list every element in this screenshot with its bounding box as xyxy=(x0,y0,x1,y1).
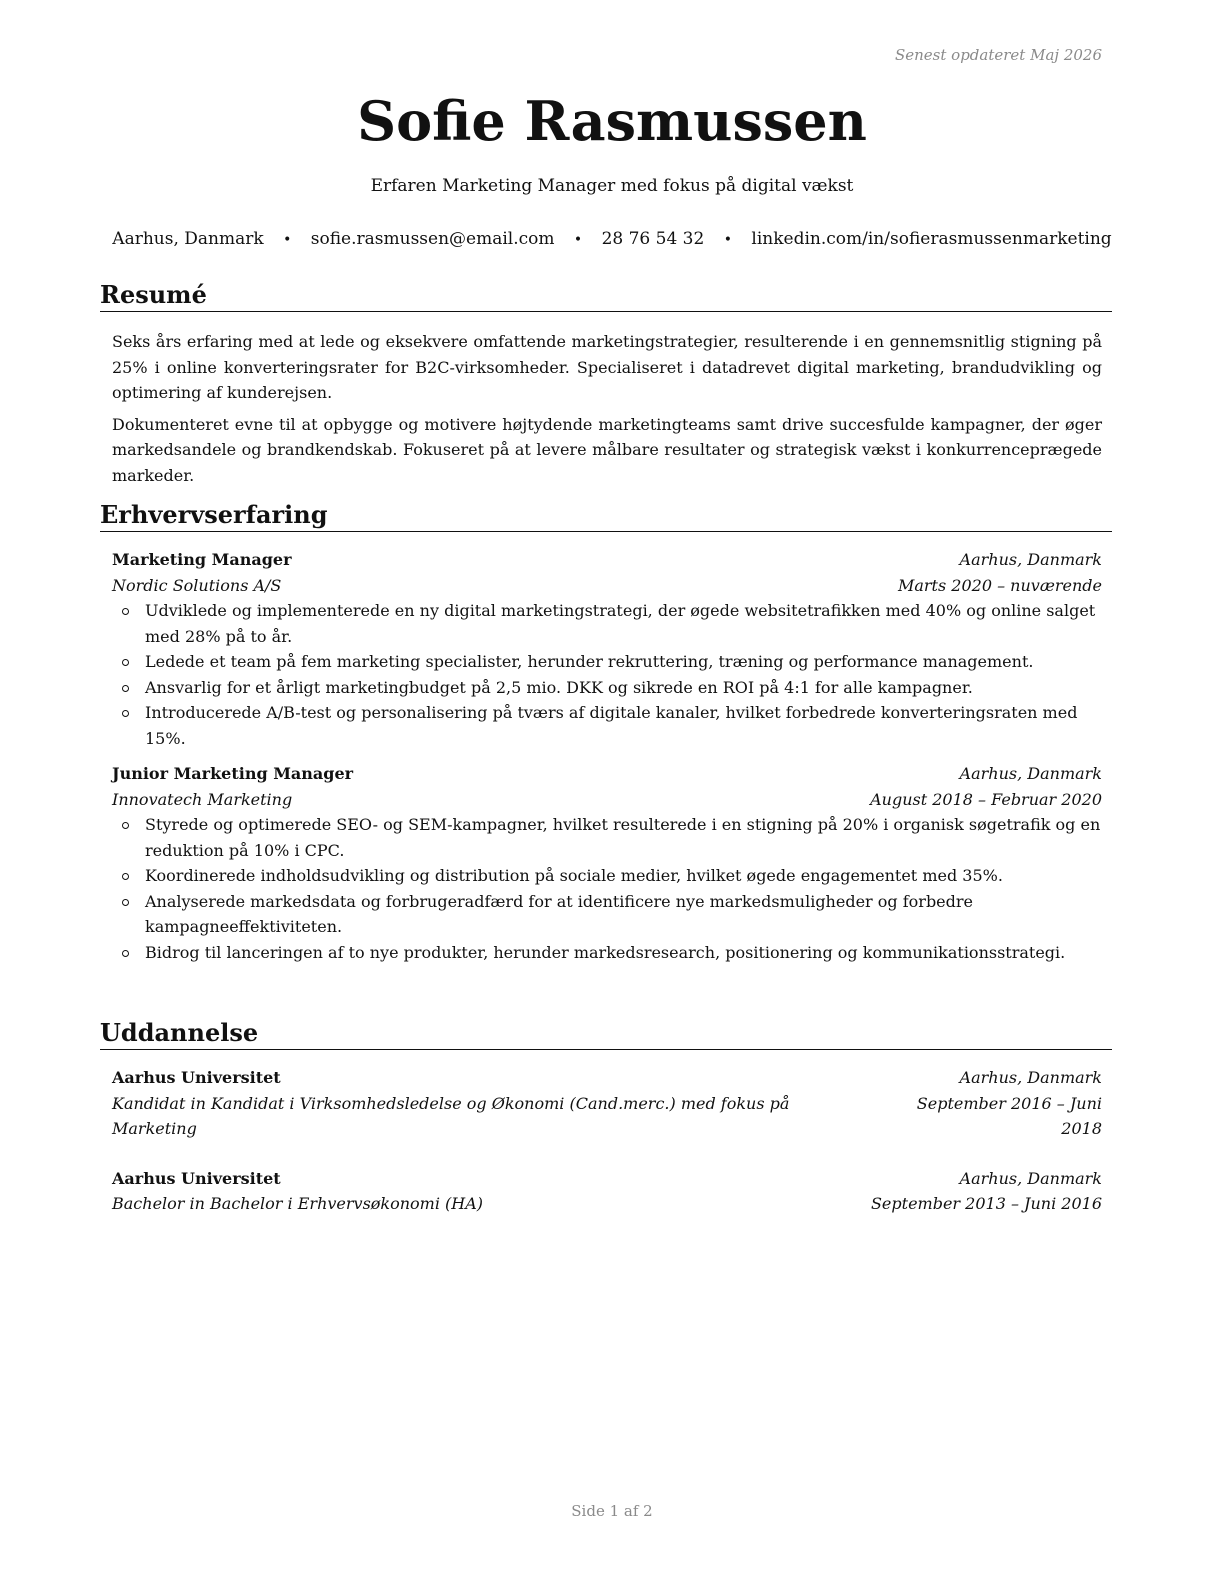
section-education xyxy=(100,1018,1112,1217)
bullet-separator: • xyxy=(283,232,292,248)
section-title: Resumé xyxy=(100,280,1112,312)
job-location: Aarhus, Danmark xyxy=(959,550,1102,569)
contact-linkedin[interactable]: linkedin.com/in/sofierasmussenmarketing xyxy=(751,229,1112,249)
job-company: Innovatech Marketing xyxy=(112,789,293,809)
contact-email[interactable]: sofie.rasmussen@email.com xyxy=(310,229,555,249)
section-title: Erhvervserfaring xyxy=(100,500,1112,532)
education-dates: September 2016 – Juni 2018 xyxy=(916,1093,1102,1138)
school-name: Aarhus Universitet xyxy=(112,1168,281,1188)
bullet-separator: • xyxy=(723,232,732,248)
circle-bullet-icon xyxy=(122,659,129,666)
bullet-text: Styrede og optimerede SEO- og SEM-kampagner, hvilket resulterede i en stigning på 20% i organisk søgetrafik og en reduktion på 10% i CPC. xyxy=(145,815,1101,860)
resume-paragraph: Dokumenteret evne til at opbygge og motivere højtydende marketingteams samt drive succesfulde kampagner, der øger markedsandele og brandkendskab. Fokuseret på at levere målbare resultater og strategisk vækst i konkurrenceprægede markeder. xyxy=(112,414,1102,485)
bullet-separator: • xyxy=(573,232,583,248)
bullet-text: Udviklede og implementerede en ny digital marketingstrategi, der øgede websitetrafikken med 40% og online salget med 28% på to år. xyxy=(145,601,1096,646)
bullet-text: Introducerede A/B-test og personalisering på tværs af digitale kanaler, hvilket forbedrede konverteringsraten med 15%. xyxy=(145,703,1078,748)
list-item xyxy=(145,675,1102,701)
circle-bullet-icon xyxy=(122,710,129,717)
circle-bullet-icon xyxy=(122,685,129,692)
section-resume xyxy=(100,280,1112,494)
circle-bullet-icon xyxy=(122,899,129,906)
job-dates: August 2018 – Februar 2020 xyxy=(870,789,1102,809)
contact-location: Aarhus, Danmark xyxy=(112,229,264,249)
job-dates: Marts 2020 – nuværende xyxy=(897,575,1102,595)
list-item xyxy=(145,812,1102,863)
bullet-text: Bidrog til lanceringen af to nye produkter, herunder markedsresearch, positionering og kommunikationsstrategi. xyxy=(145,942,1066,962)
list-item xyxy=(145,940,1102,966)
list-item xyxy=(145,598,1102,649)
education-entry xyxy=(112,1050,1102,1142)
contact-phone: 28 76 54 32 xyxy=(601,229,705,249)
circle-bullet-icon xyxy=(122,873,129,880)
job-bullets xyxy=(112,812,1102,965)
circle-bullet-icon xyxy=(122,950,129,957)
section-title: Uddannelse xyxy=(100,1018,1112,1050)
job-role: Junior Marketing Manager xyxy=(112,764,354,783)
resume-paragraph: Seks års erfaring med at lede og eksekvere omfattende marketingstrategier, resulterende i en gennemsnitlig stigning på 25% i online konverteringsrater for B2C-virksomheder. Specialiseret i datadrevet digital marketing, brandudvikling og optimering af kunderejsen. xyxy=(112,332,1102,402)
job-entry xyxy=(112,751,1102,965)
job-role: Marketing Manager xyxy=(112,550,292,569)
circle-bullet-icon xyxy=(122,822,129,829)
contact-line xyxy=(0,229,1224,249)
candidate-name: Sofie Rasmussen xyxy=(357,89,867,153)
bullet-text: Koordinerede indholdsudvikling og distribution på sociale medier, hvilket øgede engagementet med 35%. xyxy=(145,866,1003,885)
education-dates: September 2013 – Juni 2016 xyxy=(870,1194,1102,1213)
degree: Bachelor in Bachelor i Erhvervsøkonomi (HA) xyxy=(112,1194,484,1213)
school-location: Aarhus, Danmark xyxy=(959,1168,1102,1188)
circle-bullet-icon xyxy=(122,608,129,615)
job-bullets xyxy=(112,598,1102,751)
section-experience xyxy=(100,500,1112,965)
bullet-text: Ansvarlig for et årligt marketingbudget på 2,5 mio. DKK og sikrede en ROI på 4:1 for alle kampagner. xyxy=(145,677,973,697)
last-updated: Senest opdateret Maj 2026 xyxy=(894,46,1102,64)
list-item xyxy=(145,863,1102,889)
headline: Erfaren Marketing Manager med fokus på digital vækst xyxy=(370,176,854,196)
school-name: Aarhus Universitet xyxy=(112,1068,281,1087)
bullet-text: Analyserede markedsdata og forbrugeradfærd for at identificere nye markedsmuligheder og forbedre kampagneeffektiviteten. xyxy=(145,891,974,936)
school-location: Aarhus, Danmark xyxy=(959,1068,1102,1087)
job-company: Nordic Solutions A/S xyxy=(112,575,282,595)
bullet-text: Ledede et team på fem marketing specialister, herunder rekruttering, træning og performance management. xyxy=(145,652,1034,671)
degree: Kandidat in Kandidat i Virksomhedsledelse og Økonomi (Cand.merc.) med fokus på Marketing xyxy=(112,1093,790,1138)
page-number: Side 1 af 2 xyxy=(571,1502,653,1520)
education-entry xyxy=(112,1142,1102,1217)
list-item xyxy=(145,700,1102,751)
list-item xyxy=(145,649,1102,675)
job-location: Aarhus, Danmark xyxy=(959,764,1102,783)
job-entry xyxy=(112,532,1102,751)
list-item xyxy=(145,889,1102,940)
